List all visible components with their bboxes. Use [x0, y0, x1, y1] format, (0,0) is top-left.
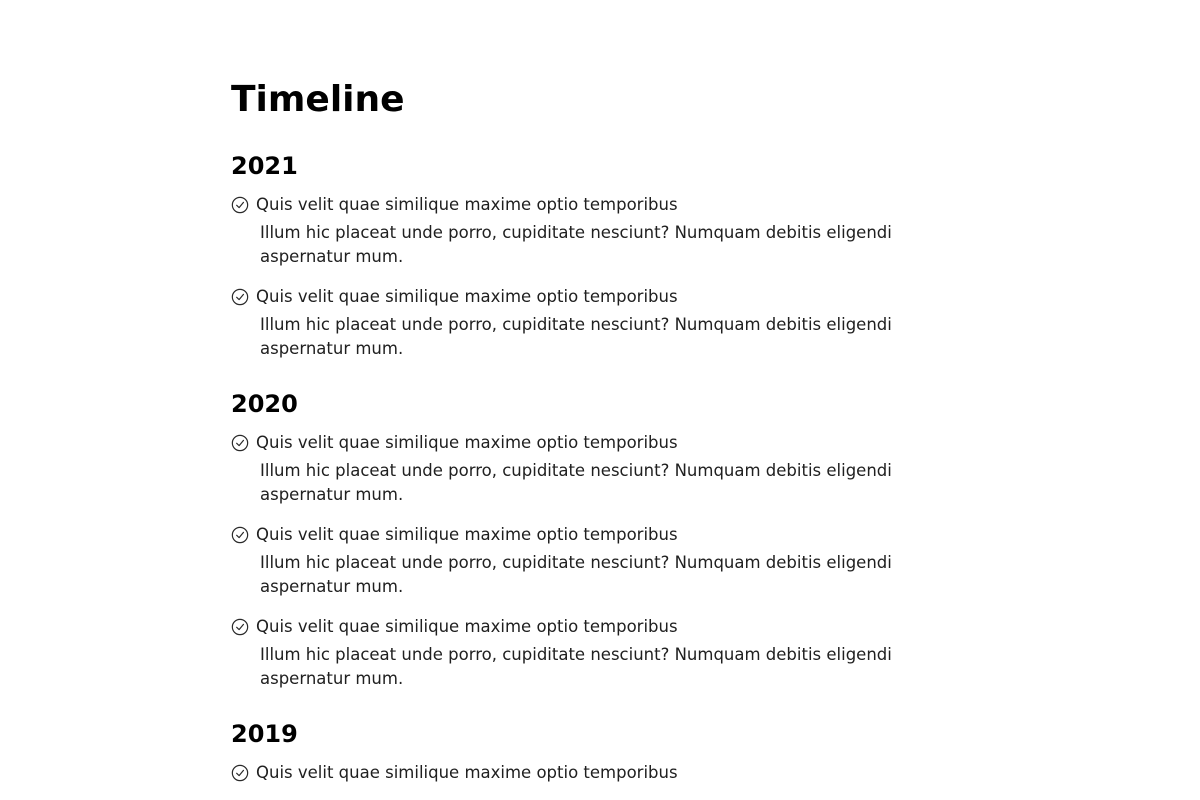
entry-title-row — [231, 193, 969, 217]
entry-list — [231, 193, 969, 361]
entry-title-row — [231, 761, 969, 785]
year-section — [231, 151, 969, 361]
entry-description: Illum hic placeat unde porro, cupiditate nesciunt? Numquam debitis eligendi aspernatur mum. — [260, 553, 892, 597]
check-circle-icon — [231, 526, 249, 544]
entry-title: Quis velit quae similique maxime optio temporibus — [256, 195, 678, 215]
timeline-page — [231, 0, 969, 785]
check-circle-icon — [231, 288, 249, 306]
entry-title: Quis velit quae similique maxime optio temporibus — [256, 287, 678, 307]
entry-title-row — [231, 523, 969, 547]
timeline-entry — [231, 431, 969, 507]
entry-title: Quis velit quae similique maxime optio temporibus — [256, 525, 678, 545]
entry-list — [231, 431, 969, 691]
timeline-entry — [231, 615, 969, 691]
check-circle-icon — [231, 764, 249, 782]
entry-title-row — [231, 615, 969, 639]
entry-title-row — [231, 431, 969, 455]
entry-title: Quis velit quae similique maxime optio temporibus — [256, 617, 678, 637]
year-section — [231, 389, 969, 691]
entry-description: Illum hic placeat unde porro, cupiditate nesciunt? Numquam debitis eligendi aspernatur mum. — [260, 645, 892, 689]
year-heading: 2020 — [231, 390, 298, 419]
check-circle-icon — [231, 618, 249, 636]
entry-list — [231, 761, 969, 785]
check-circle-icon — [231, 196, 249, 214]
entry-title: Quis velit quae similique maxime optio temporibus — [256, 763, 678, 783]
timeline-entry — [231, 285, 969, 361]
year-heading: 2021 — [231, 152, 298, 181]
year-section — [231, 719, 969, 785]
year-heading: 2019 — [231, 720, 298, 749]
check-circle-icon — [231, 434, 249, 452]
timeline-entry — [231, 761, 969, 785]
entry-description: Illum hic placeat unde porro, cupiditate nesciunt? Numquam debitis eligendi aspernatur mum. — [260, 315, 892, 359]
sections — [231, 151, 969, 785]
page-title: Timeline — [231, 79, 405, 120]
timeline-entry — [231, 523, 969, 599]
entry-description: Illum hic placeat unde porro, cupiditate nesciunt? Numquam debitis eligendi aspernatur mum. — [260, 461, 892, 505]
entry-description: Illum hic placeat unde porro, cupiditate nesciunt? Numquam debitis eligendi aspernatur mum. — [260, 223, 892, 267]
entry-title-row — [231, 285, 969, 309]
entry-title: Quis velit quae similique maxime optio temporibus — [256, 433, 678, 453]
timeline-entry — [231, 193, 969, 269]
